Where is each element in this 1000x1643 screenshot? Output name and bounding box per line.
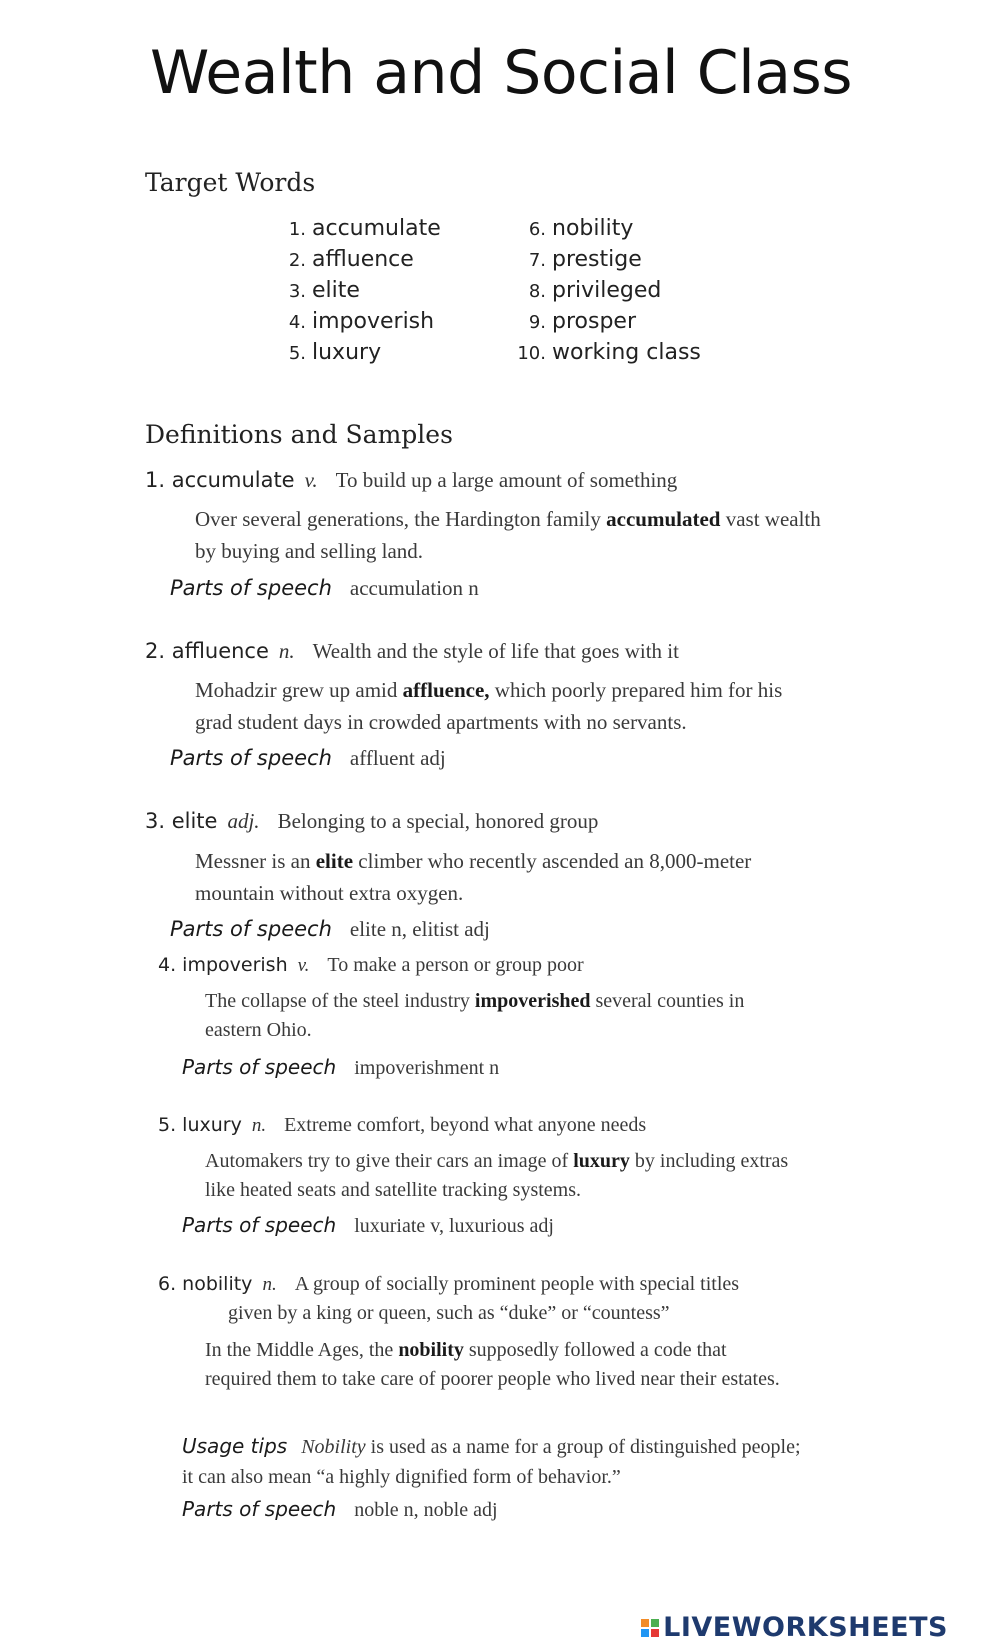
entry-nobility-definition-cont: given by a king or queen, such as “duke” or “countess” bbox=[228, 1302, 670, 1324]
entry-luxury-example: Automakers try to give their cars an image of luxury by including extras like heated seats and satellite tracking systems. bbox=[205, 1150, 789, 1201]
entry-impoverish-example: The collapse of the steel industry impoverished several counties in eastern Ohio. bbox=[205, 990, 745, 1041]
entry-impoverish-parts: Parts of speech impoverishment n bbox=[182, 1055, 500, 1079]
entry-nobility-parts: Parts of speech noble n, noble adj bbox=[182, 1497, 498, 1521]
entry-accumulate-example: Over several generations, the Hardington family accumulated vast wealth by buying and selling land. bbox=[195, 507, 821, 563]
definitions-heading: Definitions and Samples bbox=[145, 420, 453, 449]
entry-impoverish-head: 4. impoverish v. To make a person or group poor bbox=[158, 954, 584, 976]
target-words-heading: Target Words bbox=[145, 168, 316, 197]
target-word-item: 6. nobility bbox=[528, 216, 634, 241]
target-word-item: 5. luxury bbox=[288, 340, 382, 365]
liveworksheets-logo bbox=[641, 1612, 948, 1643]
entry-nobility-usage: Usage tips Nobility is used as a name for a group of distinguished people; it can also mean “a highly dignified form of behavior.” bbox=[182, 1434, 801, 1488]
target-word-item: 10. working class bbox=[517, 340, 701, 365]
target-word-item: 2. affluence bbox=[288, 247, 414, 272]
entry-affluence-head: 2. affluence n. Wealth and the style of life that goes with it bbox=[145, 639, 679, 663]
entry-elite-example: Messner is an elite climber who recently ascended an 8,000-meter mountain without extra oxygen. bbox=[195, 849, 752, 905]
entry-affluence-parts: Parts of speech affluent adj bbox=[170, 746, 446, 770]
target-word-item: 9. prosper bbox=[528, 309, 636, 334]
entry-elite-head: 3. elite adj. Belonging to a special, honored group bbox=[145, 809, 599, 833]
target-word-item: 8. privileged bbox=[528, 278, 662, 303]
entry-accumulate-head: 1. accumulate v. To build up a large amount of something bbox=[145, 468, 678, 492]
entry-accumulate-parts: Parts of speech accumulation n bbox=[170, 576, 479, 600]
entry-luxury-parts: Parts of speech luxuriate v, luxurious adj bbox=[182, 1213, 554, 1237]
target-word-item: 3. elite bbox=[288, 278, 360, 303]
entry-nobility-example: In the Middle Ages, the nobility supposedly followed a code that required them to take care of poorer people who lived near their estates. bbox=[205, 1339, 780, 1390]
page-title: Wealth and Social Class bbox=[150, 38, 853, 108]
entry-elite-parts: Parts of speech elite n, elitist adj bbox=[170, 917, 490, 941]
target-word-item: 1. accumulate bbox=[288, 216, 441, 241]
liveworksheets-logo-text: LIVEWORKSHEETS bbox=[663, 1612, 948, 1643]
target-word-item: 4. impoverish bbox=[288, 309, 435, 334]
target-word-item: 7. prestige bbox=[528, 247, 642, 272]
liveworksheets-logo-icon bbox=[641, 1619, 659, 1637]
entry-luxury-head: 5. luxury n. Extreme comfort, beyond what anyone needs bbox=[158, 1114, 647, 1136]
entry-affluence-example: Mohadzir grew up amid affluence, which poorly prepared him for his grad student days in crowded apartments with no servants. bbox=[195, 678, 783, 734]
entry-nobility-head: 6. nobility n. A group of socially prominent people with special titles bbox=[158, 1273, 740, 1295]
